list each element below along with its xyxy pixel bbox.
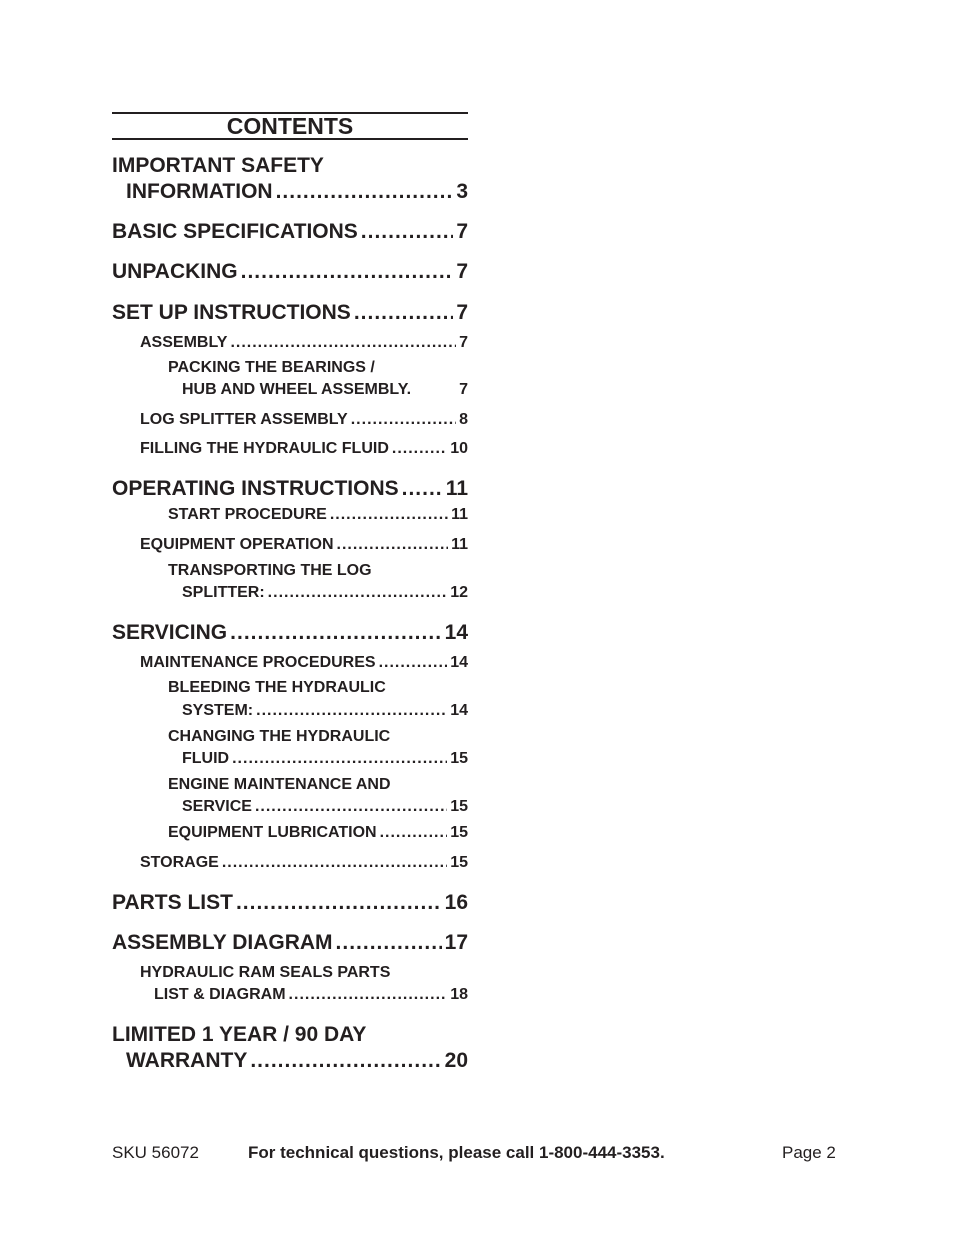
toc-entry-setup-instructions[interactable]: SET UP INSTRUCTIONS ..... 7 — [112, 301, 468, 325]
footer-sku: SKU 56072 — [112, 1143, 199, 1162]
toc-entry-warranty[interactable]: WARRANTY ..... 20 — [126, 1049, 468, 1073]
toc-entry-bleeding-system[interactable]: SYSTEM: ..... 14 — [182, 702, 468, 720]
toc-entry-log-splitter-assembly[interactable]: LOG SPLITTER ASSEMBLY ..... 8 — [140, 411, 468, 429]
toc-entry-transporting[interactable]: SPLITTER: ..... 12 — [182, 584, 468, 602]
toc-entry-assembly[interactable]: ASSEMBLY ..... 7 — [140, 334, 468, 352]
toc-entry-operating-instructions[interactable]: OPERATING INSTRUCTIONS ..... 11 — [112, 477, 468, 501]
toc-engine-line1[interactable]: ENGINE MAINTENANCE AND — [168, 776, 391, 793]
toc-entry-storage[interactable]: STORAGE ..... 15 — [140, 854, 468, 872]
toc-entry-filling-hydraulic-fluid[interactable]: FILLING THE HYDRAULIC FLUID ..... 10 — [140, 440, 468, 458]
contents-title: CONTENTS — [112, 112, 468, 140]
toc-entry-engine-maintenance[interactable]: SERVICE ..... 15 — [182, 798, 468, 816]
toc-entry-parts-list[interactable]: PARTS LIST ..... 16 — [112, 891, 468, 915]
toc-entry-equipment-lubrication[interactable]: EQUIPMENT LUBRICATION ..... 15 — [168, 824, 468, 842]
toc-safety-line1[interactable]: IMPORTANT SAFETY — [112, 154, 324, 177]
toc-ram-seals-line1[interactable]: HYDRAULIC RAM SEALS PARTS — [140, 964, 391, 981]
toc-changing-line1[interactable]: CHANGING THE HYDRAULIC — [168, 728, 391, 745]
toc-bleeding-line1[interactable]: BLEEDING THE HYDRAULIC — [168, 679, 386, 696]
toc-entry-changing-fluid[interactable]: FLUID ..... 15 — [182, 750, 468, 768]
footer-tech-questions: For technical questions, please call 1-800-444-3353. — [248, 1143, 665, 1162]
toc-transport-line1[interactable]: TRANSPORTING THE LOG — [168, 562, 372, 579]
toc-warranty-line1[interactable]: LIMITED 1 YEAR / 90 DAY — [112, 1023, 367, 1046]
toc-entry-unpacking[interactable]: UNPACKING ..... 7 — [112, 260, 468, 284]
toc-entry-maintenance-procedures[interactable]: MAINTENANCE PROCEDURES ..... 14 — [140, 654, 468, 672]
toc-entry-safety[interactable]: INFORMATION ..... 3 — [126, 180, 468, 204]
toc-entry-packing-bearings[interactable]: HUB AND WHEEL ASSEMBLY. 7 — [182, 381, 468, 398]
toc-packing-line1[interactable]: PACKING THE BEARINGS / — [168, 359, 375, 376]
toc-entry-servicing[interactable]: SERVICING ..... 14 — [112, 621, 468, 645]
toc-entry-assembly-diagram[interactable]: ASSEMBLY DIAGRAM ..... 17 — [112, 931, 468, 955]
toc-entry-equipment-operation[interactable]: EQUIPMENT OPERATION ..... 11 — [140, 536, 468, 554]
footer-page-number: Page 2 — [782, 1143, 836, 1162]
toc-entry-basic-specifications[interactable]: BASIC SPECIFICATIONS ..... 7 — [112, 220, 468, 244]
toc-entry-start-procedure[interactable]: START PROCEDURE ..... 11 — [168, 506, 468, 524]
toc-entry-ram-seals[interactable]: LIST & DIAGRAM ..... 18 — [154, 986, 468, 1004]
